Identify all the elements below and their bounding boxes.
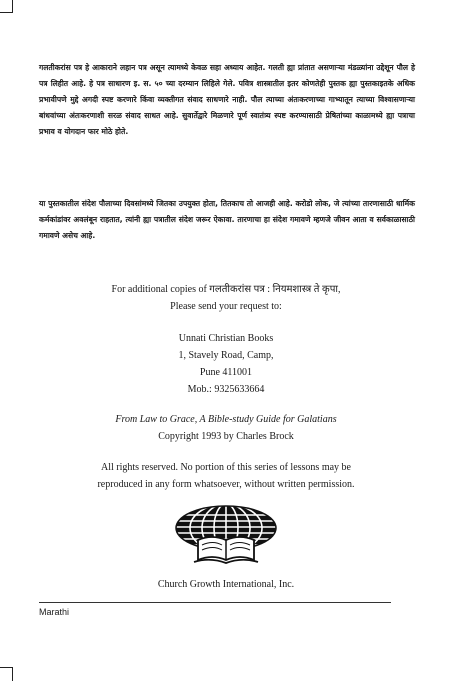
address-mobile: Mob.: 9325633664: [187, 384, 265, 395]
language-label: Marathi: [39, 607, 70, 617]
address-street: 1, Stavely Road, Camp,: [178, 350, 274, 361]
crop-mark-bottom-vertical: [12, 667, 13, 681]
book-title: From Law to Grace, A Bible-study Guide for Galatians: [115, 414, 337, 425]
copies-request: [0, 281, 452, 315]
intro-paragraph-1: गलतीकरांस पत्र हे आकाराने लहान पत्र असून त्यामध्ये केवळ सहा अध्याय आहेत. गलती ह्या प्रांतात असणाऱ्या मंडळ्यांना उद्देशून पौल हे पत्र लिहीत आहे. हे पत्र साधारण इ. स. ५० च्या दरम्यान लिहिले गेले. पवित्र शास्त्रातील इतर कोणतेही पुस्तक ह्या पुस्तकाइतके अधिक प्रभावीपणे मुद्दे अगदी स्पष्ट करणारे किंवा व्यक्तीगत संवाद साधणारे नाही. पौल त्याच्या अंतःकरणाच्या गाभ्यातून त्याच्या विश्वासणाऱ्या बांधवांच्या अंतःकरणाशी सरळ संवाद साधत आहे. सुवार्तेद्वारे मिळणारे पूर्ण स्वातंत्र्य स्पष्ट करण्यासाठी प्रेषितांच्या काळामध्ये ह्या पत्राचा प्रभाव व योगदान फार मोठे होते.: [39, 63, 415, 136]
crop-mark-top-horizontal: [0, 12, 12, 13]
rights-line-1: All rights reserved. No portion of this series of lessons may be: [101, 462, 351, 473]
book-info: [0, 411, 452, 445]
copyright-line: Copyright 1993 by Charles Brock: [158, 431, 294, 442]
publisher-name: Church Growth International, Inc.: [157, 579, 295, 590]
rights-line-2: reproduced in any form whatsoever, without written permission.: [97, 479, 355, 490]
intro-paragraph-2: या पुस्तकातील संदेश पौलाच्या दिवसांमध्ये जितका उपयुक्त होता, तितकाच तो आजही आहे. करोडो लोक, जे त्यांच्या तारणासाठी धार्मिक कर्मकांडांवर अवलंबून राहतात, त्यांनी ह्या पत्रातील संदेश जरूर ऐकावा. तारणाचा हा संदेश गमावणे म्हणजे जीवन आता व सर्वकाळासाठी गमावणे असेच आहे.: [39, 199, 415, 240]
copies-line: For additional copies of गलतीकरांस पत्र : नियमशास्त्र ते कृपा,: [111, 284, 341, 295]
publisher-address: [0, 330, 452, 398]
request-line: Please send your request to:: [170, 301, 282, 312]
footer-divider: [39, 602, 391, 603]
crop-mark-bottom-horizontal: [0, 667, 12, 668]
rights-notice: [0, 459, 452, 493]
crop-mark-top-vertical: [12, 0, 13, 13]
address-name: Unnati Christian Books: [178, 333, 274, 344]
globe-book-logo-icon: [164, 500, 288, 570]
address-city: Pune 411001: [199, 367, 253, 378]
